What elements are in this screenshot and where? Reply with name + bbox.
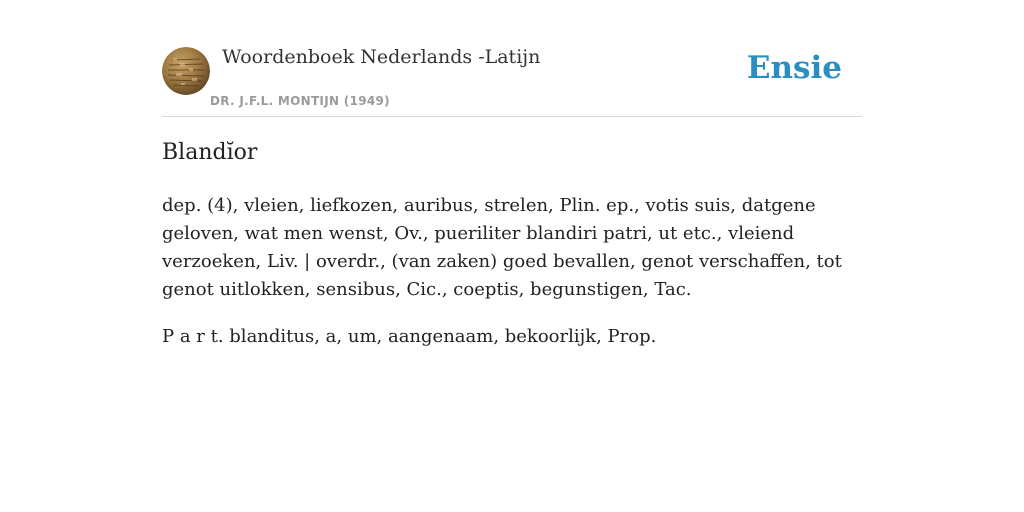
book-author: DR. J.F.L. MONTIJN (1949) [210,94,390,108]
entry-definition [162,192,862,370]
book-cover-avatar[interactable] [162,47,210,95]
dictionary-header [162,0,862,117]
definition-paragraph: P a r t. blanditus, a, um, aangenaam, bekoorlijk, Prop. [162,326,657,347]
book-cover-coin-icon [162,47,210,95]
ensie-logo-link[interactable]: Ensie [746,50,842,86]
book-title[interactable]: Woordenboek Nederlands -Latijn [222,46,541,68]
definition-paragraph: dep. (4), vleien, liefkozen, auribus, strelen, Plin. ep., votis suis, datgene geloven, wat men wenst, Ov., pueriliter blandiri patri, ut etc., vleiend verzoeken, Liv. | overdr., (van zaken) goed bevallen, genot verschaffen, tot genot uitlokken, sensibus, Cic., coeptis, begunstigen, Tac. [162,195,842,300]
entry-title: Blandĭor [162,140,258,165]
page-container [162,0,862,347]
